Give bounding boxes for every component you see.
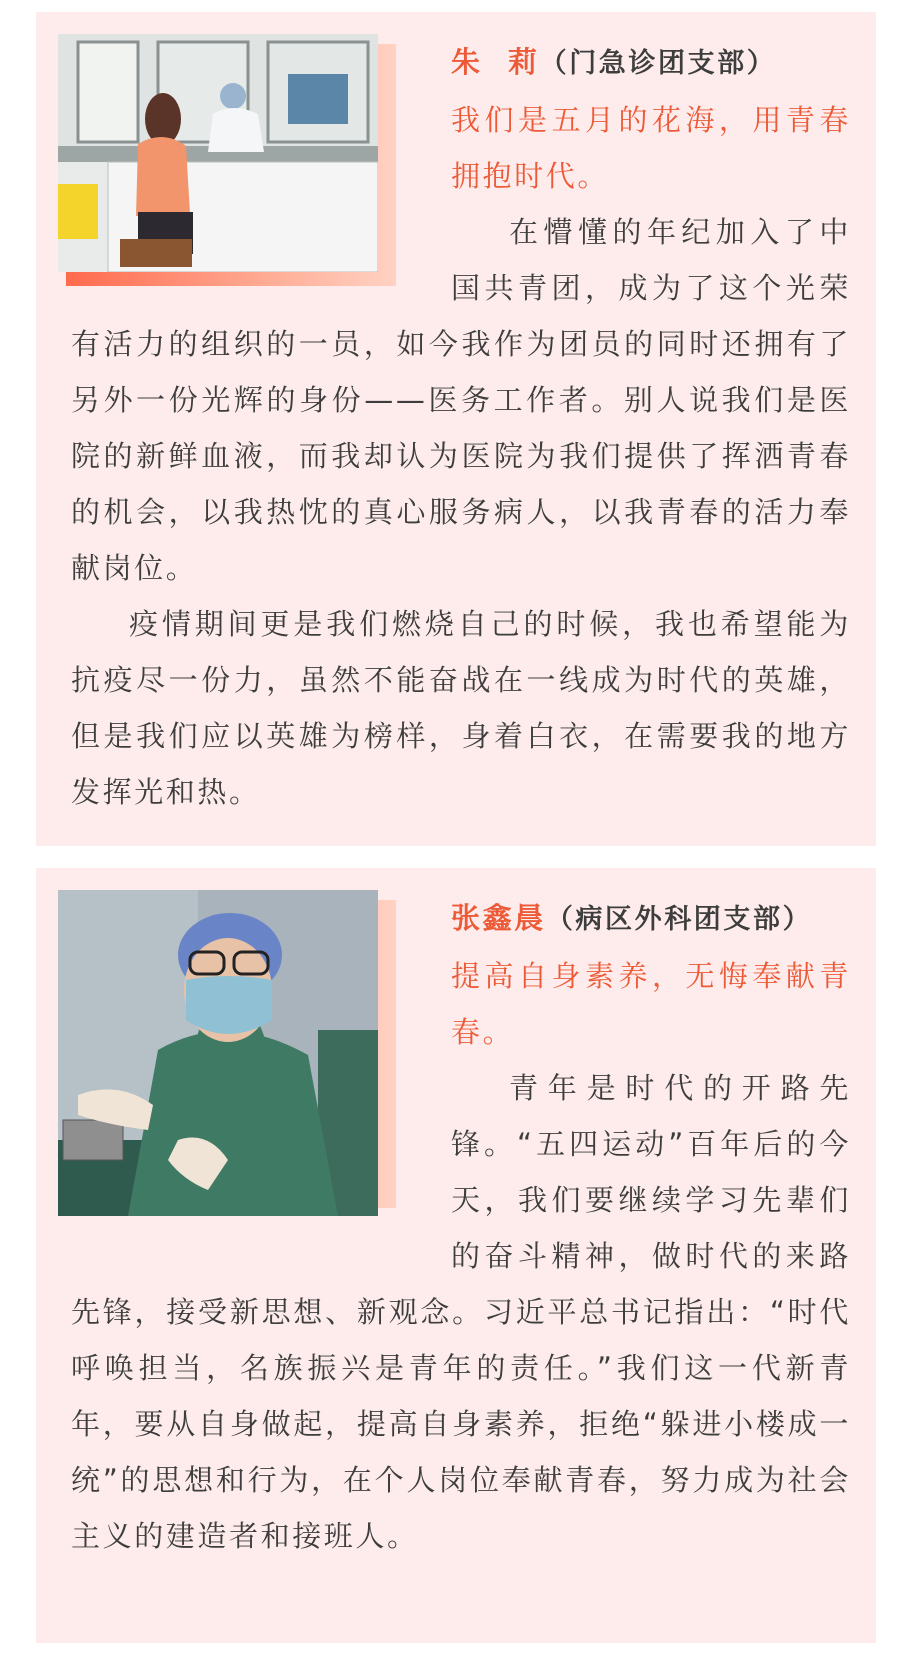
card-2-text: [71, 890, 851, 1564]
member-department: （门急诊团支部）: [539, 48, 777, 79]
card-1-text: [71, 34, 851, 820]
member-slogan: 提高自身素养，无悔奉献青春。: [451, 959, 851, 1049]
body-paragraph: 在懵懂的年纪加入了中国共青团，成为了这个光荣有活力的组织的一员，如今我作为团员的同时还拥有了另外一份光辉的身份——医务工作者。别人说我们是医院的新鲜血液，而我却认为医院为我们提供了挥洒青春的机会，以我热忱的真心服务病人，以我青春的活力奉献岗位。: [71, 215, 851, 585]
member-department: （病区外科团支部）: [545, 904, 813, 935]
photo-spacer: [71, 890, 451, 1250]
body-paragraph: 疫情期间更是我们燃烧自己的时候，我也希望能为抗疫尽一份力，虽然不能奋战在一线成为时代的英雄，但是我们应以英雄为榜样，身着白衣，在需要我的地方发挥光和热。: [71, 607, 851, 809]
member-name: 张鑫晨: [451, 901, 546, 935]
profile-card-1: [36, 12, 876, 846]
member-name: 朱 莉: [451, 45, 540, 79]
member-slogan: 我们是五月的花海，用青春拥抱时代。: [451, 103, 851, 193]
photo-spacer: [71, 34, 451, 292]
body-paragraph: 青年是时代的开路先锋。“五四运动”百年后的今天，我们要继续学习先辈们的奋斗精神，做时代的来路先锋，接受新思想、新观念。习近平总书记指出：“时代呼唤担当，名族振兴是青年的责任。”我们这一代新青年，要从自身做起，提高自身素养，拒绝“躲进小楼成一统”的思想和行为，在个人岗位奉献青春，努力成为社会主义的建造者和接班人。: [71, 1071, 851, 1553]
profile-card-2: [36, 868, 876, 1643]
